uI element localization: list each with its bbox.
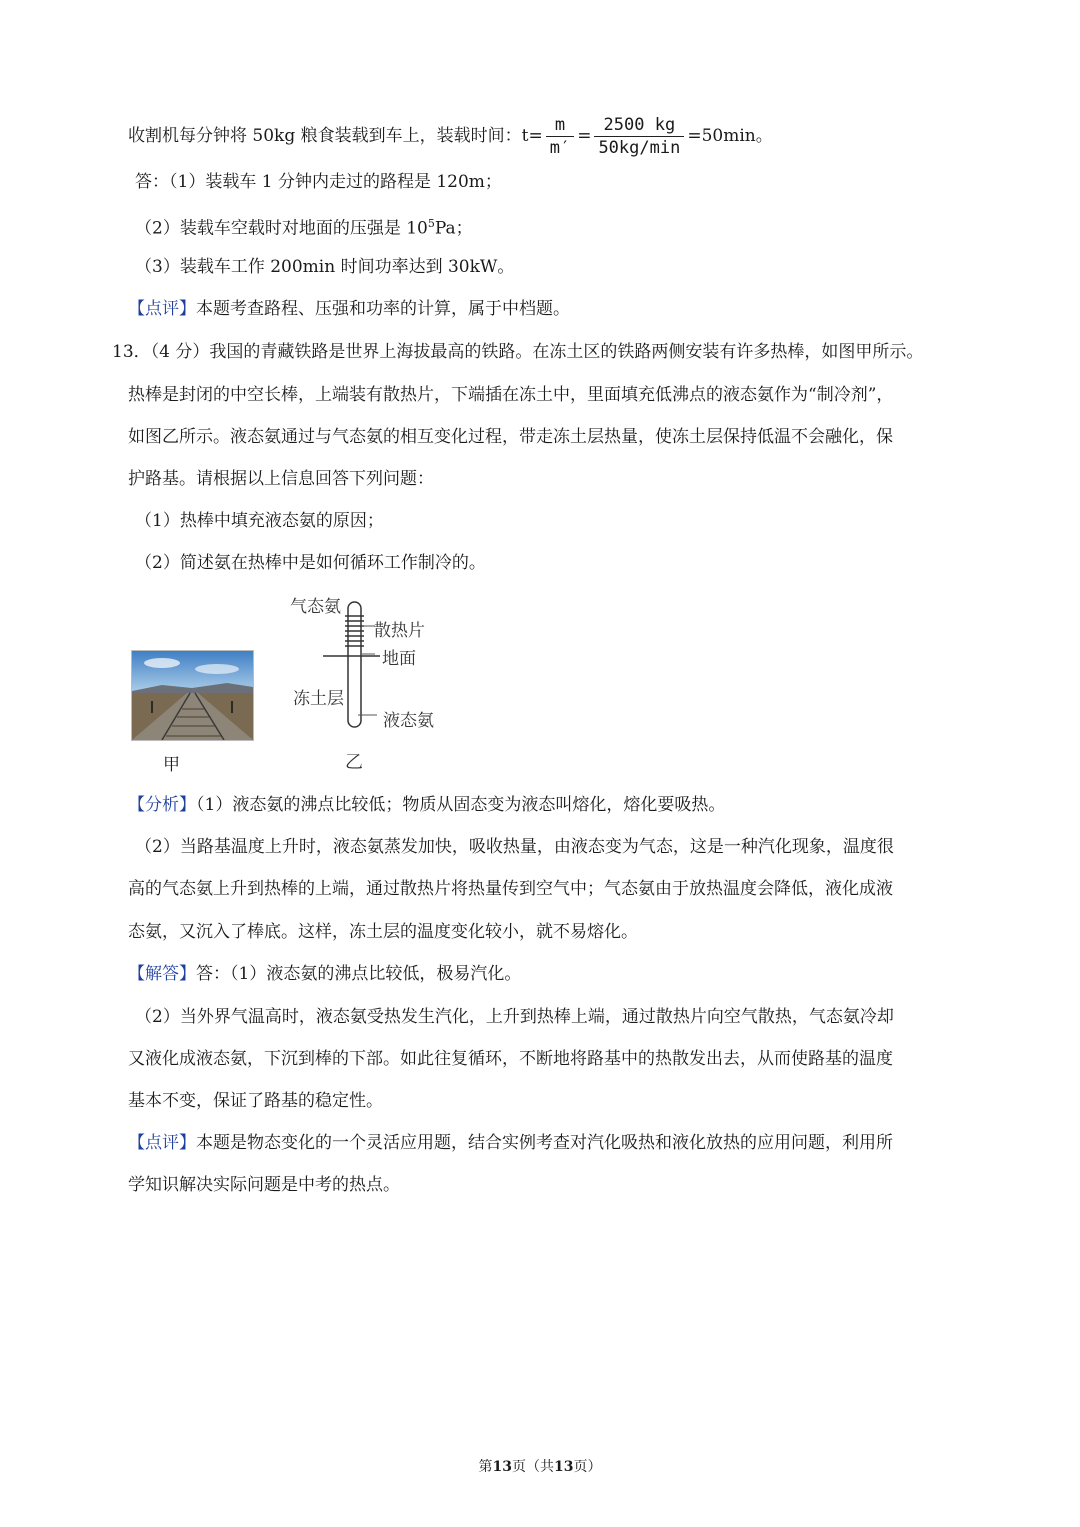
solution-line-1 [128, 962, 988, 986]
label-ground: 地面 [382, 649, 416, 669]
caption-a: 甲 [163, 755, 180, 775]
total-pages: 13 [554, 1459, 574, 1475]
caption-b: 乙 [345, 752, 363, 773]
formula-line [128, 114, 988, 159]
page-footer [0, 1456, 1080, 1476]
fraction-numerator: 2500 kg [594, 114, 684, 137]
fins [345, 616, 364, 646]
review-2-line-2: 学知识解决实际问题是中考的热点。 [128, 1175, 400, 1195]
analysis-line-3: 高的气态氨上升到热棒的上端，通过散热片将热量传到空气中；气态氨由于放热温度会降低，液化成液 [128, 879, 893, 899]
question-13-line-2: 热棒是封闭的中空长棒，上端装有散热片，下端插在冻土中，里面填充低沸点的液态氨作为“制冷剂”， [128, 385, 894, 405]
review-text: 本题是物态变化的一个灵活应用题，结合实例考查对汽化吸热和液化放热的应用问题，利用所 [196, 1133, 893, 1153]
label-frozen-soil: 冻土层 [293, 689, 344, 709]
footer-post: 页） [573, 1459, 602, 1475]
footer-pre: 第 [478, 1459, 493, 1475]
formula-intro: 收割机每分钟将 50kg 粮食装载到车上，装载时间：t= [128, 126, 543, 146]
solution-line-4: 基本不变，保证了路基的稳定性。 [128, 1091, 383, 1111]
review-tag: 【点评】 [128, 1133, 196, 1153]
label-gas-ammonia: 气态氨 [290, 597, 341, 617]
equals-sign: = [577, 126, 592, 146]
page-number: 13 [492, 1459, 512, 1475]
solution-text: 答：（1）液态氨的沸点比较低，极易汽化。 [196, 964, 522, 984]
fraction-numerator: m [546, 114, 574, 137]
fraction-values [594, 114, 684, 159]
answer-2 [135, 212, 995, 241]
answer-2-unit: Pa； [434, 218, 473, 239]
question-13-line-4: 护路基。请根据以上信息回答下列问题： [128, 469, 434, 489]
question-13-line-3: 如图乙所示。液态氨通过与气态氨的相互变化过程，带走冻土层热量，使冻土层保持低温不会融化，保 [128, 427, 893, 447]
review-tag: 【点评】 [128, 299, 196, 319]
question-13-line-1: 13．（4 分）我国的青藏铁路是世界上海拔最高的铁路。在冻土区的铁路两侧安装有许多热棒，如图甲所示。 [112, 342, 924, 362]
exponent: 5 [427, 217, 435, 230]
answer-2-text: （2）装载车空载时对地面的压强是 10 [135, 218, 428, 239]
question-13-sub-2: （2）简述氨在热棒中是如何循环工作制冷的。 [135, 553, 486, 573]
railway-photo [131, 650, 254, 741]
analysis-line-2: （2）当路基温度上升时，液态氨蒸发加快，吸收热量，由液态变为气态，这是一种汽化现象，温度很 [135, 837, 894, 857]
solution-tag: 【解答】 [128, 964, 196, 984]
formula-result: =50min。 [687, 126, 773, 146]
question-13-sub-1: （1）热棒中填充液态氨的原因； [135, 511, 384, 531]
analysis-line-1 [128, 793, 988, 817]
label-fins: 散热片 [374, 621, 425, 641]
review-text: 本题考查路程、压强和功率的计算，属于中档题。 [196, 299, 570, 319]
label-liquid-ammonia: 液态氨 [383, 711, 434, 731]
solution-line-2: （2）当外界气温高时，液态氨受热发生汽化，上升到热棒上端，通过散热片向空气散热，气态氨冷却 [135, 1007, 894, 1027]
footer-mid: 页（共 [512, 1459, 554, 1475]
analysis-text: （1）液态氨的沸点比较低；物质从固态变为液态叫熔化，熔化要吸热。 [196, 795, 726, 815]
fraction-denominator: m′ [549, 138, 571, 158]
answer-1: 答：（1）装载车 1 分钟内走过的路程是 120m； [135, 172, 502, 192]
analysis-line-4: 态氨，又沉入了棒底。这样，冻土层的温度变化较小，就不易熔化。 [128, 922, 638, 942]
analysis-tag: 【分析】 [128, 795, 196, 815]
solution-line-3: 又液化成液态氨，下沉到棒的下部。如此往复循环，不断地将路基中的热散发出去，从而使路基的温度 [128, 1049, 893, 1069]
heat-pipe-diagram [285, 590, 455, 775]
review-1 [128, 297, 988, 321]
fraction-denominator: 50kg/min [598, 138, 681, 158]
answer-3: （3）装载车工作 200min 时间功率达到 30kW。 [135, 257, 515, 277]
fraction-m-over-mprime [546, 114, 574, 159]
review-2-line-1 [128, 1131, 988, 1155]
